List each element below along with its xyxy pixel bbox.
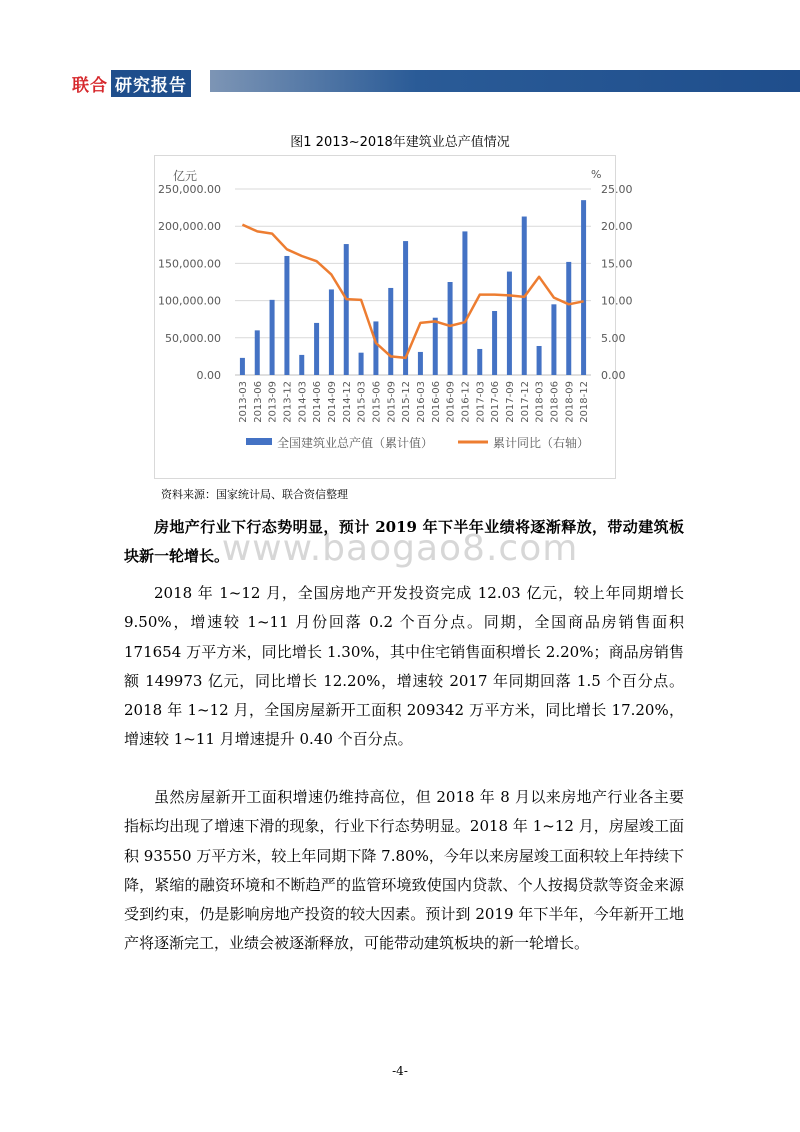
category-label: 2017-03	[475, 381, 487, 423]
right-tick-label: 10.00	[601, 294, 633, 308]
category-label: 2013-06	[252, 381, 264, 423]
bar	[507, 272, 512, 375]
category-label: 2014-03	[297, 381, 309, 423]
bar	[329, 289, 334, 375]
left-tick-label: 50,000.00	[165, 331, 221, 345]
category-label: 2018-09	[564, 381, 576, 423]
category-label: 2014-12	[341, 381, 353, 423]
bar	[284, 256, 289, 375]
legend-bar-swatch	[246, 438, 272, 445]
bar	[566, 262, 571, 375]
paragraph-1: 2018 年 1~12 月，全国房地产开发投资完成 12.03 亿元，较上年同期增长 9.50%，增速较 1~11 月份回落 0.2 个百分点。同期，全国商品房销售面积 171654 万平方米，同比增长 1.30%，其中住宅销售面积增长 2.20%；商品房销售额 149973 亿元，同比增长 12.20%，增速较 2017 年同期回落 1.5 个百分点。2018 年 1~12 月，全国房屋新开工面积 209342 万平方米，同比增长 17.20%，增速较 1~11 月增速提升 0.40 个百分点。	[124, 584, 684, 749]
right-tick-label: 0.00	[601, 369, 626, 382]
report-header	[0, 68, 800, 98]
right-axis-title: %	[591, 168, 602, 181]
bar	[373, 321, 378, 375]
bar	[314, 323, 319, 375]
category-label: 2015-03	[356, 381, 368, 423]
category-label: 2017-09	[504, 381, 516, 423]
category-label: 2018-06	[549, 381, 561, 423]
right-tick-label: 25.00	[601, 183, 633, 196]
bar	[388, 288, 393, 375]
category-label: 2014-06	[312, 381, 324, 423]
category-label: 2018-12	[579, 381, 591, 423]
category-label: 2014-09	[326, 381, 338, 423]
left-axis-title: 亿元	[173, 169, 198, 183]
category-label: 2013-09	[267, 381, 279, 423]
bar	[462, 231, 467, 375]
brand-box-text: 研究报告	[111, 70, 191, 97]
bar	[359, 353, 364, 375]
bar	[581, 200, 586, 375]
category-label: 2016-03	[415, 381, 427, 423]
category-label: 2016-06	[430, 381, 442, 423]
right-tick-label: 15.00	[601, 257, 633, 271]
brand-logo	[72, 70, 191, 96]
bar	[537, 346, 542, 375]
header-gradient-bar	[210, 70, 800, 92]
legend-line-label: 累计同比（右轴）	[493, 436, 590, 450]
bar	[448, 282, 453, 375]
left-tick-label: 200,000.00	[158, 220, 221, 234]
bar	[270, 300, 275, 375]
bar	[240, 358, 245, 375]
bar	[551, 304, 556, 375]
category-label: 2016-12	[460, 381, 472, 423]
bar	[492, 311, 497, 375]
paragraph-2: 虽然房屋新开工面积增速仍维持高位，但 2018 年 8 月以来房地产行业各主要指标均出现了增速下滑的现象，行业下行态势明显。2018 年 1~12 月，房屋竣工面积 93550 万平方米，较上年同期下降 7.80%，今年以来房屋竣工面积较上年持续下降，紧缩的融资环境和不断趋严的监管环境致使国内贷款、个人按揭贷款等资金来源受到约束，仍是影响房地产投资的较大因素。预计到 2019 年下半年，今年新开工地产将逐渐完工，业绩会被逐渐释放，可能带动建筑板块的新一轮增长。	[124, 788, 684, 953]
figure-title: 图1 2013~2018年建筑业总产值情况	[290, 135, 510, 150]
category-label: 2015-06	[371, 381, 383, 423]
bar	[344, 244, 349, 375]
watermark: www.baogao8.com	[221, 528, 579, 569]
right-tick-label: 5.00	[601, 331, 626, 345]
bar	[477, 349, 482, 375]
brand-red-text: 联合	[72, 75, 108, 96]
bar	[433, 318, 438, 375]
category-label: 2013-03	[237, 381, 249, 423]
legend-bar-label: 全国建筑业总产值（累计值）	[277, 436, 434, 450]
category-label: 2016-09	[445, 381, 457, 423]
category-label: 2015-09	[386, 381, 398, 423]
chart-container	[154, 155, 633, 479]
left-tick-label: 250,000.00	[158, 183, 221, 196]
left-tick-label: 0.00	[196, 369, 221, 382]
category-label: 2018-03	[534, 381, 546, 423]
category-label: 2017-06	[490, 381, 502, 423]
right-tick-label: 20.00	[601, 220, 633, 234]
left-tick-label: 100,000.00	[158, 294, 221, 308]
bar	[255, 330, 260, 375]
construction-output-chart	[155, 156, 633, 478]
category-label: 2013-12	[282, 381, 294, 423]
section-heading: 房地产行业下行态势明显，预计 2019 年下半年业绩将逐渐释放，带动建筑板块新一轮增长。	[124, 518, 684, 566]
category-label: 2017-12	[519, 381, 531, 423]
figure-source: 资料来源：国家统计局、联合资信整理	[161, 488, 348, 501]
bar	[418, 352, 423, 375]
left-tick-label: 150,000.00	[158, 257, 221, 271]
bar	[299, 355, 304, 375]
page-number: -4-	[392, 1064, 408, 1078]
category-label: 2015-12	[401, 381, 413, 423]
